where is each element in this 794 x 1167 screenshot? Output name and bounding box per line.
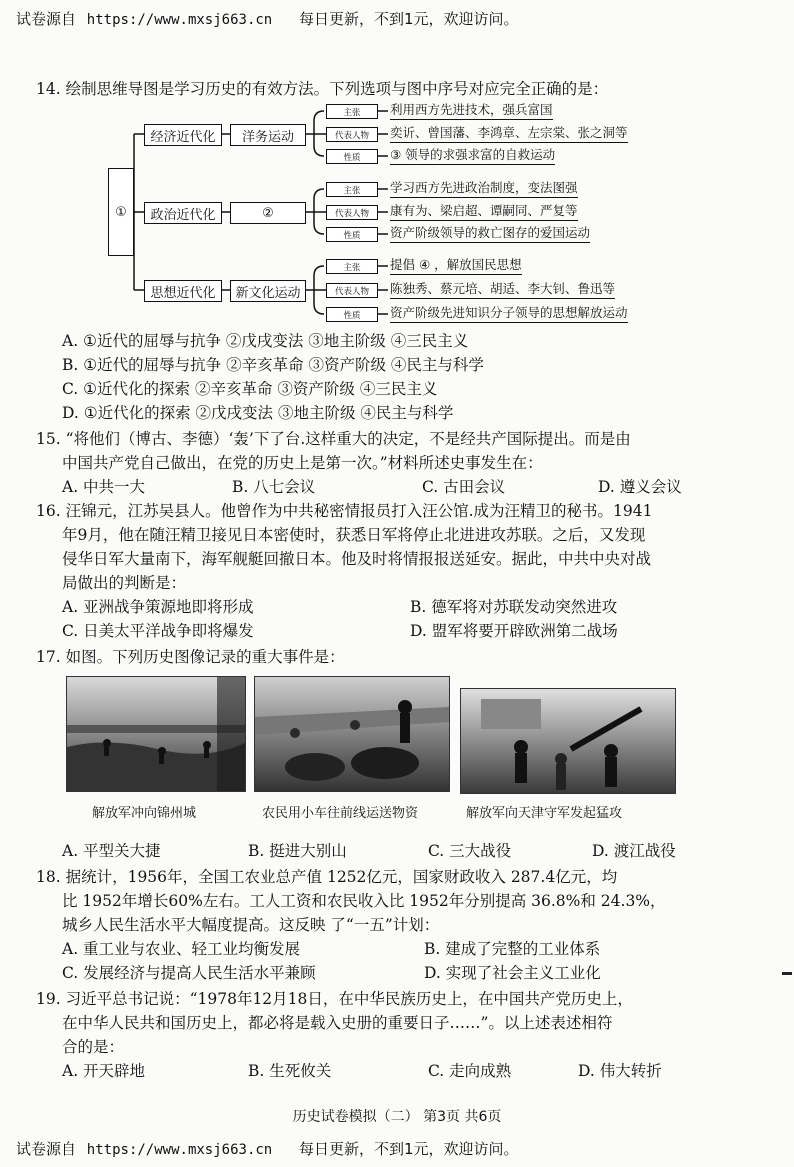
map-row-text: 资产阶级领导的救亡图存的爱国运动 xyxy=(390,224,590,243)
q14-option-b[interactable]: B. ①近代的屈辱与抗争 ②辛亥革命 ③资产阶级 ④民主与科学 xyxy=(62,356,484,374)
q16-line-2: 年9月，他在随汪精卫接见日本密使时，获悉日军将停止北进进攻苏联。之后，又发现 xyxy=(62,526,646,544)
header-url[interactable]: https://www.mxsj663.cn xyxy=(86,12,273,28)
q19-line-3: 合的是： xyxy=(62,1038,125,1056)
q17-stem: 17. 如图。下列历史图像记录的重大事件是： xyxy=(36,648,345,666)
map-tag: 性质 xyxy=(326,307,378,322)
q15-line-1: 15. “将他们（博古、李德）‘轰’下了台.这样重大的决定，不是经共产国际提出。而是由 xyxy=(36,430,631,448)
branch-political-sub: ② xyxy=(230,202,306,224)
map-row-text: 奕䜣、曾国藩、李鸿章、左宗棠、张之洞等 xyxy=(390,124,628,143)
branch-economic-sub: 洋务运动 xyxy=(230,124,306,146)
q18-option-c[interactable]: C. 发展经济与提高人民生活水平兼顾 xyxy=(62,964,316,982)
map-row-text: 利用西方先进技术，强兵富国 xyxy=(390,101,553,120)
map-row-text: 资产阶级先进知识分子领导的思想解放运动 xyxy=(390,304,628,323)
q15-line-2: 中国共产党自己做出，在党的历史上是第一次。”材料所述史事发生在： xyxy=(62,454,543,472)
q16-option-c[interactable]: C. 日美太平洋战争即将爆发 xyxy=(62,622,254,640)
q17-option-c[interactable]: C. 三大战役 xyxy=(428,842,512,860)
q18-option-d[interactable]: D. 实现了社会主义工业化 xyxy=(424,964,601,982)
q16-line-3: 侵华日军大量南下，海军舰艇回撤日本。他及时将情报报送延安。据此，中共中央对战 xyxy=(62,550,652,568)
q18-option-a[interactable]: A. 重工业与农业、轻工业均衡发展 xyxy=(62,940,301,958)
q17-option-d[interactable]: D. 渡江战役 xyxy=(592,842,676,860)
page-footer: 历史试卷模拟（二） 第3页 共6页 xyxy=(292,1109,502,1125)
photo-supply-carts xyxy=(254,676,450,792)
branch-thought-sub: 新文化运动 xyxy=(230,280,306,302)
q16-line-4: 局做出的判断是： xyxy=(62,574,187,592)
q17-option-b[interactable]: B. 挺进大别山 xyxy=(248,842,347,860)
header-source: 试卷源自 xyxy=(16,10,77,28)
map-row-text: 学习西方先进政治制度，变法图强 xyxy=(390,179,578,198)
map-row-text: 提倡 ④ ，解放国民思想 xyxy=(390,256,522,275)
map-tag: 代表人物 xyxy=(326,283,378,298)
photo-jinzhou-assault xyxy=(66,676,246,792)
map-tag: 代表人物 xyxy=(326,127,378,142)
map-tag: 主张 xyxy=(326,182,378,197)
map-row-text: ③ 领导的求强求富的自救运动 xyxy=(390,146,555,165)
footer-slogan: 每日更新，不到1元，欢迎访问。 xyxy=(299,1140,519,1158)
footer-url[interactable]: https://www.mxsj663.cn xyxy=(86,1142,273,1158)
map-row-text: 陈独秀、蔡元培、胡适、李大钊、鲁迅等 xyxy=(390,280,615,299)
q15-option-a[interactable]: A. 中共一大 xyxy=(62,478,146,496)
map-root-node: ① xyxy=(108,168,134,256)
q15-option-c[interactable]: C. 古田会议 xyxy=(422,478,506,496)
q19-line-1: 19. 习近平总书记说：“1978年12月18日，在中华民族历史上，在中国共产党历史上， xyxy=(36,990,633,1008)
q19-option-d[interactable]: D. 伟大转折 xyxy=(578,1062,662,1080)
q16-option-b[interactable]: B. 德军将对苏联发动突然进攻 xyxy=(410,598,618,616)
map-tag: 主张 xyxy=(326,259,378,274)
map-row-text: 康有为、梁启超、谭嗣同、严复等 xyxy=(390,202,578,221)
q18-line-3: 城乡人民生活水平大幅度提高。这反映 了“一五”计划： xyxy=(62,916,440,934)
footer-source: 试卷源自 xyxy=(16,1140,77,1158)
q16-option-d[interactable]: D. 盟军将要开辟欧洲第二战场 xyxy=(410,622,618,640)
q18-line-2: 比 1952年增长60%左右。工人工资和农民收入比 1952年分别提高 36.8%和 24.3%， xyxy=(62,892,666,910)
branch-political: 政治近代化 xyxy=(144,202,222,224)
photo-caption-2: 农民用小车往前线运送物资 xyxy=(262,806,419,821)
map-tag: 性质 xyxy=(326,227,378,242)
q19-option-b[interactable]: B. 生死攸关 xyxy=(248,1062,332,1080)
q16-option-a[interactable]: A. 亚洲战争策源地即将形成 xyxy=(62,598,254,616)
map-tag: 代表人物 xyxy=(326,205,378,220)
q15-option-b[interactable]: B. 八七会议 xyxy=(232,478,316,496)
q15-option-d[interactable]: D. 遵义会议 xyxy=(598,478,682,496)
q14-option-a[interactable]: A. ①近代的屈辱与抗争 ②戊戌变法 ③地主阶级 ④三民主义 xyxy=(62,332,469,350)
bottom-header xyxy=(16,1138,519,1159)
q14-stem: 14. 绘制思维导图是学习历史的有效方法。下列选项与图中序号对应完全正确的是： xyxy=(36,80,609,98)
mind-map xyxy=(0,0,794,330)
q14-option-d[interactable]: D. ①近代化的探索 ②戊戌变法 ③地主阶级 ④民主与科学 xyxy=(62,404,454,422)
q16-line-1: 16. 汪锦元，江苏吴县人。他曾作为中共秘密情报员打入汪公馆.成为汪精卫的秘书。1941 xyxy=(36,502,653,520)
q14-option-c[interactable]: C. ①近代化的探索 ②辛亥革命 ③资产阶级 ④三民主义 xyxy=(62,380,438,398)
branch-economic: 经济近代化 xyxy=(144,124,222,146)
photo-caption-1: 解放军冲向锦州城 xyxy=(92,806,197,821)
header-slogan: 每日更新，不到1元，欢迎访问。 xyxy=(299,10,519,28)
map-tag: 主张 xyxy=(326,104,378,119)
q19-option-a[interactable]: A. 开天辟地 xyxy=(62,1062,146,1080)
q18-line-1: 18. 据统计，1956年，全国工农业总产值 1252亿元，国家财政收入 287.4亿元，均 xyxy=(36,868,618,886)
photo-tianjin-assault xyxy=(460,688,676,794)
scan-mark xyxy=(782,972,792,975)
photo-caption-3: 解放军向天津守军发起猛攻 xyxy=(466,806,623,821)
branch-thought: 思想近代化 xyxy=(144,280,222,302)
q19-line-2: 在中华人民共和国历史上，都必将是载入史册的重要日子……”。以上述表述相符 xyxy=(62,1014,613,1032)
q18-option-b[interactable]: B. 建成了完整的工业体系 xyxy=(424,940,601,958)
q17-option-a[interactable]: A. 平型关大捷 xyxy=(62,842,161,860)
q19-option-c[interactable]: C. 走向成熟 xyxy=(428,1062,512,1080)
map-tag: 性质 xyxy=(326,149,378,164)
